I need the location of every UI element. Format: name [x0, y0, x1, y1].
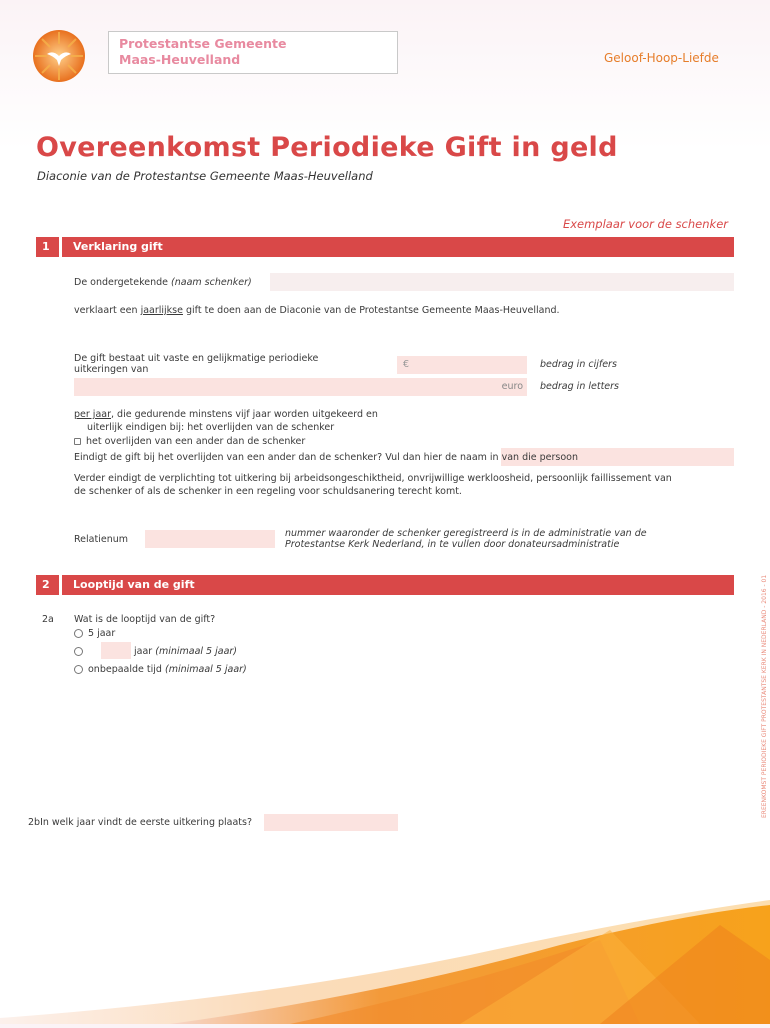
undersigned-name-field[interactable]	[270, 273, 734, 291]
amount-label-line2: uitkeringen van	[74, 364, 149, 375]
first-payment-year-field[interactable]	[264, 814, 398, 831]
obligation-line1: Verder eindigt de verplichting tot uitkering bij arbeidsongeschiktheid, onvrijwillige werkloosheid, persoonlijk faillissement van	[74, 473, 672, 484]
relation-label: Relatienum	[74, 534, 128, 545]
per-year-suffix: , die gedurende minstens vijf jaar worden uitgekeerd en	[111, 409, 378, 420]
option-years-label: jaar	[134, 646, 153, 657]
amount-digits-field[interactable]	[397, 356, 527, 374]
option-indefinite-label: onbepaalde tijd	[88, 664, 162, 675]
relation-number-field[interactable]	[145, 530, 275, 548]
declares-frequency: jaarlijkse	[140, 305, 183, 316]
option-years-hint: (minimaal 5 jaar)	[155, 646, 238, 657]
euro-sign: €	[403, 359, 410, 370]
q2a-number: 2a	[42, 614, 54, 625]
undersigned-label: De ondergetekende	[74, 277, 168, 288]
ends-latest: uiterlijk eindigen bij: het overlijden van de schenker	[87, 422, 335, 433]
years-count-field[interactable]	[101, 642, 131, 659]
org-name-box	[108, 31, 398, 74]
option-5-years-radio[interactable]	[74, 629, 83, 638]
per-year: per jaar	[74, 409, 111, 420]
org-name-line2: Maas-Heuvelland	[119, 52, 241, 67]
option-indefinite-hint: (minimaal 5 jaar)	[164, 664, 247, 675]
amount-digits-label: bedrag in cijfers	[540, 359, 617, 370]
copy-label: Exemplaar voor de schenker	[562, 217, 728, 231]
option-5-years-label: 5 jaar	[88, 628, 116, 639]
motto: Geloof-Hoop-Liefde	[604, 51, 719, 65]
page-subtitle: Diaconie van de Protestantse Gemeente Maas-Heuvelland	[37, 169, 373, 183]
ends-latest-text	[74, 422, 334, 433]
section-2-title: Looptijd van de gift	[73, 578, 195, 591]
other-person-label: het overlijden van een ander dan de schenker	[86, 436, 306, 447]
other-person-radio[interactable]	[74, 438, 81, 445]
euro-word: euro	[501, 381, 523, 392]
church-logo	[33, 30, 85, 82]
page-title: Overeenkomst Periodieke Gift in geld	[36, 132, 618, 163]
section-2-header	[36, 575, 734, 595]
option-indefinite[interactable]	[74, 664, 247, 675]
other-person-question: Eindigt de gift bij het overlijden van een ander dan de schenker? Vul dan hier de naam in van die persoon	[74, 452, 578, 463]
amount-letters-label: bedrag in letters	[540, 381, 619, 392]
amount-letters-field[interactable]	[74, 378, 527, 396]
q2b-question: 2bIn welk jaar vindt de eerste uitkering plaats?	[28, 817, 253, 828]
undersigned-hint: (naam schenker)	[171, 277, 252, 288]
decorative-swoosh	[0, 900, 770, 1024]
section-1-title: Verklaring gift	[73, 240, 163, 253]
section-2-number: 2	[36, 575, 62, 595]
per-year-text	[74, 409, 378, 420]
declares-prefix: verklaart een	[74, 305, 138, 316]
declaration-text	[74, 305, 560, 316]
option-years-text	[134, 646, 237, 657]
option-indefinite-radio[interactable]	[74, 665, 83, 674]
relation-hint-line1: nummer waaronder de schenker geregistreerd is in de administratie van de	[285, 528, 647, 539]
declares-suffix: gift te doen aan de Diaconie van de Protestantse Gemeente Maas-Heuvelland.	[186, 305, 560, 316]
option-5-years[interactable]	[74, 628, 115, 639]
section-1-number: 1	[36, 237, 62, 257]
obligation-line2: de schenker of als de schenker in een regeling voor schuldsanering terecht komt.	[74, 486, 462, 497]
option-years[interactable]	[74, 646, 88, 657]
relation-hint-line2: Protestantse Kerk Nederland, in te vullen door donateursadministratie	[285, 539, 620, 550]
other-person-option[interactable]	[74, 436, 305, 447]
q2a-question: Wat is de looptijd van de gift?	[74, 614, 216, 625]
amount-label-line1: De gift bestaat uit vaste en gelijkmatige periodieke	[74, 353, 319, 364]
side-footer-text: EREENKOMST PERIODIEKE GIFT PROTESTANTSE KERK IN NEDERLAND - 2016 - 01	[761, 574, 768, 818]
undersigned-label-row	[74, 277, 252, 288]
section-1-header	[36, 237, 734, 257]
org-name-line1: Protestantse Gemeente	[119, 36, 287, 51]
option-years-radio[interactable]	[74, 647, 83, 656]
